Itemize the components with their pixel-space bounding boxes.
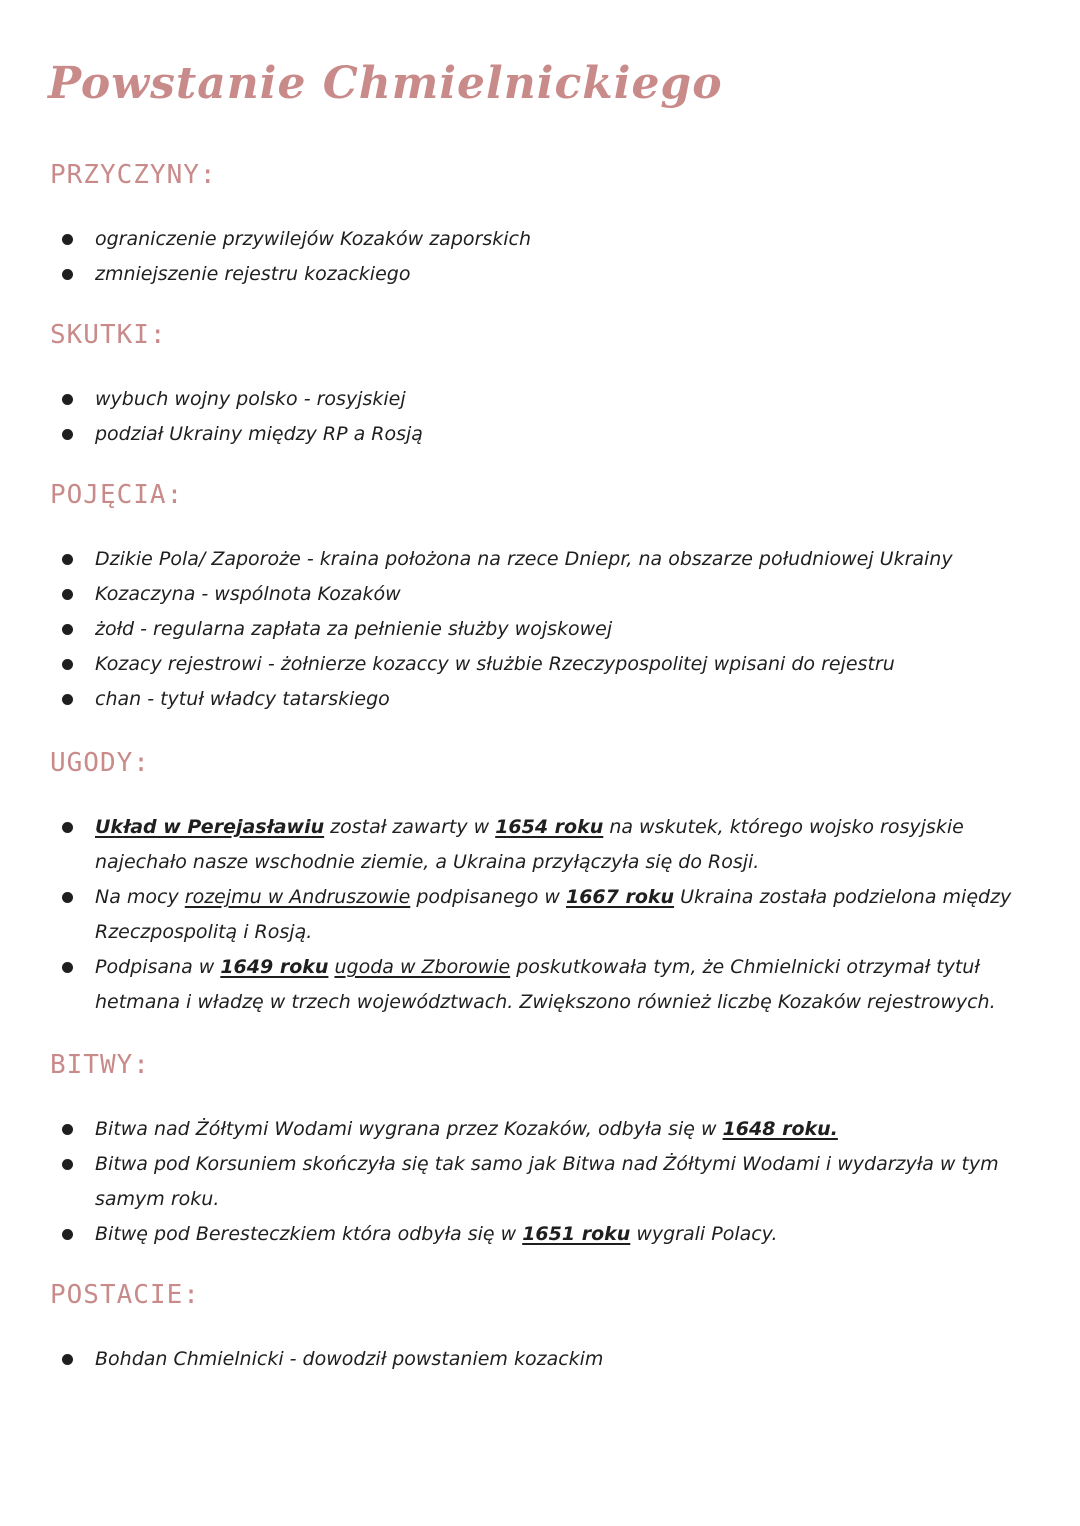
bullet-icon (62, 694, 73, 705)
bullet-icon (62, 962, 73, 973)
heading-pojecia: POJĘCIA: (50, 480, 184, 510)
bullet-icon (62, 822, 73, 833)
list-item: Na mocy rozejmu w Andruszowie podpisanego w 1667 roku Ukraina została podzielona między Rzeczpospolitą i Rosją. (60, 880, 1040, 950)
bullet-icon (62, 624, 73, 635)
bullet-icon (62, 892, 73, 903)
bullet-icon (62, 429, 73, 440)
list-item: podział Ukrainy między RP a Rosją (60, 417, 1040, 452)
list-item: chan - tytuł władcy tatarskiego (60, 682, 1040, 717)
list-postacie (60, 1342, 1040, 1377)
bullet-icon (62, 234, 73, 245)
list-item: Podpisana w 1649 roku ugoda w Zborowie poskutkowała tym, że Chmielnicki otrzymał tytuł hetmana i władzę w trzech województwach. Zwiększono również liczbę Kozaków rejestrowych. (60, 950, 1040, 1020)
list-item: wybuch wojny polsko - rosyjskiej (60, 382, 1040, 417)
heading-postacie: POSTACIE: (50, 1280, 200, 1310)
bullet-icon (62, 659, 73, 670)
list-item: Bitwa nad Żółtymi Wodami wygrana przez Kozaków, odbyła się w 1648 roku. (60, 1112, 1040, 1147)
bullet-icon (62, 589, 73, 600)
list-item: ograniczenie przywilejów Kozaków zaporskich (60, 222, 1040, 257)
list-ugody (60, 810, 1040, 1020)
list-item: Kozacy rejestrowi - żołnierze kozaccy w służbie Rzeczypospolitej wpisani do rejestru (60, 647, 1040, 682)
page-title: Powstanie Chmielnickiego (48, 58, 723, 109)
list-item: Układ w Perejasławiu został zawarty w 1654 roku na wskutek, którego wojsko rosyjskie najechało nasze wschodnie ziemie, a Ukraina przyłączyła się do Rosji. (60, 810, 1040, 880)
list-item: Bohdan Chmielnicki - dowodził powstaniem kozackim (60, 1342, 1040, 1377)
heading-skutki: SKUTKI: (50, 320, 167, 350)
heading-przyczyny: PRZYCZYNY: (50, 160, 217, 190)
list-bitwy (60, 1112, 1040, 1252)
list-pojecia (60, 542, 1040, 717)
list-item: żołd - regularna zapłata za pełnienie służby wojskowej (60, 612, 1040, 647)
bullet-icon (62, 1229, 73, 1240)
heading-ugody: UGODY: (50, 748, 150, 778)
bullet-icon (62, 1159, 73, 1170)
list-item: Bitwa pod Korsuniem skończyła się tak samo jak Bitwa nad Żółtymi Wodami i wydarzyła w tym samym roku. (60, 1147, 1040, 1217)
list-item: Kozaczyna - wspólnota Kozaków (60, 577, 1040, 612)
bullet-icon (62, 1354, 73, 1365)
list-item: Dzikie Pola/ Zaporoże - kraina położona na rzece Dniepr, na obszarze południowej Ukrainy (60, 542, 1040, 577)
bullet-icon (62, 1124, 73, 1135)
list-skutki (60, 382, 1040, 452)
list-przyczyny (60, 222, 1040, 292)
bullet-icon (62, 269, 73, 280)
heading-bitwy: BITWY: (50, 1050, 150, 1080)
list-item: zmniejszenie rejestru kozackiego (60, 257, 1040, 292)
list-item: Bitwę pod Beresteczkiem która odbyła się w 1651 roku wygrali Polacy. (60, 1217, 1040, 1252)
bullet-icon (62, 554, 73, 565)
bullet-icon (62, 394, 73, 405)
